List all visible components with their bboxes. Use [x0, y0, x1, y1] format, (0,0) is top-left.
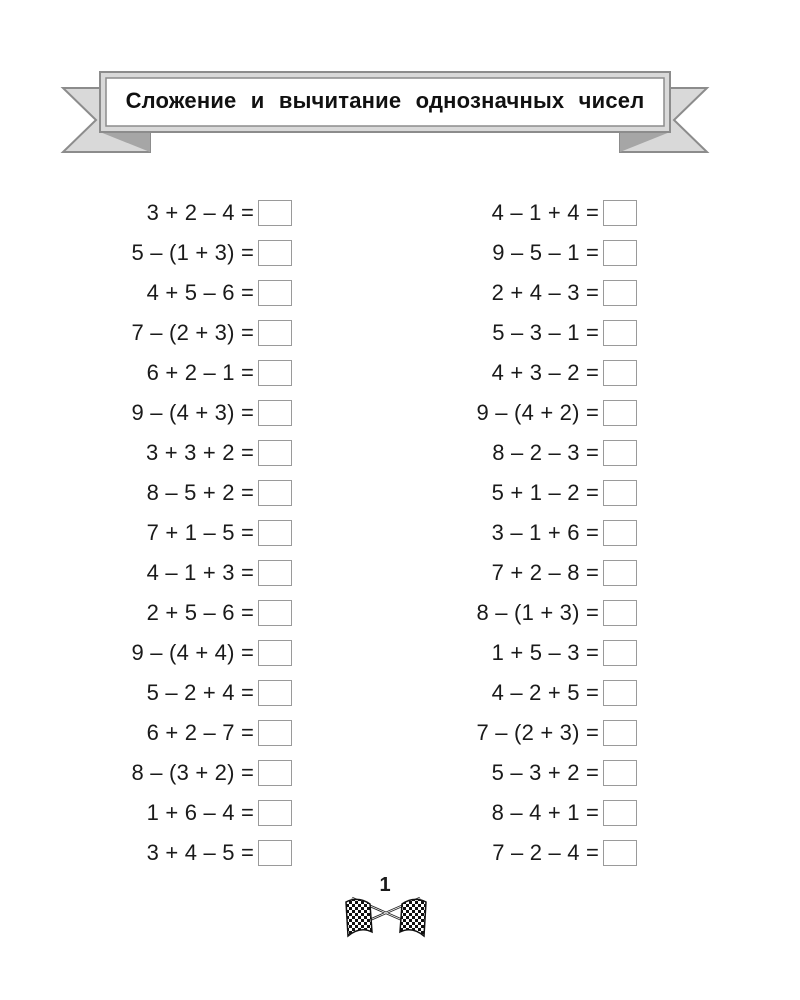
exercise-expression: 6 + 2 – 1 = — [146, 360, 254, 385]
exercise-expression: 8 – 4 + 1 = — [491, 800, 599, 825]
answer-box[interactable] — [258, 760, 292, 786]
answer-box[interactable] — [603, 800, 637, 826]
exercise-expression: 4 + 5 – 6 = — [146, 280, 254, 305]
answer-box[interactable] — [603, 440, 637, 466]
answer-box[interactable] — [258, 560, 292, 586]
answer-box[interactable] — [258, 200, 292, 226]
exercise-row — [60, 433, 292, 473]
answer-box[interactable] — [258, 480, 292, 506]
exercise-expression: 5 – (1 + 3) = — [131, 240, 254, 265]
exercise-expression: 3 + 3 + 2 = — [145, 440, 254, 465]
exercise-expression: 7 – (2 + 3) = — [476, 720, 599, 745]
exercise-row — [60, 553, 292, 593]
answer-box[interactable] — [258, 600, 292, 626]
answer-box[interactable] — [258, 520, 292, 546]
exercise-row — [60, 833, 292, 873]
exercise-row — [60, 313, 292, 353]
exercise-expression: 3 + 2 – 4 = — [146, 200, 254, 225]
exercise-row — [60, 353, 292, 393]
exercise-expression: 5 – 3 + 2 = — [491, 760, 599, 785]
exercise-expression: 4 – 1 + 3 = — [146, 560, 254, 585]
answer-box[interactable] — [603, 520, 637, 546]
answer-box[interactable] — [258, 240, 292, 266]
page-number: 1 — [379, 874, 391, 896]
exercise-expression: 3 + 4 – 5 = — [146, 840, 254, 865]
exercise-row — [405, 433, 637, 473]
exercise-expression: 8 – 2 – 3 = — [492, 440, 599, 465]
exercise-row — [405, 273, 637, 313]
exercise-row — [405, 713, 637, 753]
answer-box[interactable] — [258, 280, 292, 306]
exercise-row — [60, 753, 292, 793]
exercise-expression: 7 + 2 – 8 = — [491, 560, 599, 585]
exercise-expression: 4 – 2 + 5 = — [491, 680, 599, 705]
answer-box[interactable] — [603, 280, 637, 306]
exercise-expression: 7 – (2 + 3) = — [131, 320, 254, 345]
exercise-expression: 6 + 2 – 7 = — [146, 720, 254, 745]
exercise-row — [405, 553, 637, 593]
exercise-row — [405, 313, 637, 353]
exercise-expression: 8 – 5 + 2 = — [146, 480, 254, 505]
exercise-row — [405, 393, 637, 433]
answer-box[interactable] — [258, 360, 292, 386]
exercise-expression: 4 – 1 + 4 = — [491, 200, 599, 225]
answer-box[interactable] — [603, 640, 637, 666]
exercise-row — [405, 793, 637, 833]
answer-box[interactable] — [603, 360, 637, 386]
exercise-row — [405, 193, 637, 233]
exercise-expression: 9 – (4 + 4) = — [131, 640, 254, 665]
exercise-expression: 4 + 3 – 2 = — [491, 360, 599, 385]
exercise-row — [60, 473, 292, 513]
exercise-row — [60, 393, 292, 433]
answer-box[interactable] — [603, 840, 637, 866]
exercise-row — [60, 513, 292, 553]
answer-box[interactable] — [603, 760, 637, 786]
exercise-expression: 9 – 5 – 1 = — [492, 240, 599, 265]
answer-box[interactable] — [603, 720, 637, 746]
exercise-expression: 1 + 5 – 3 = — [491, 640, 599, 665]
exercise-row — [405, 233, 637, 273]
answer-box[interactable] — [603, 600, 637, 626]
right-exercise-column — [405, 193, 637, 873]
exercise-row — [405, 673, 637, 713]
exercise-expression: 2 + 5 – 6 = — [146, 600, 254, 625]
left-exercise-column — [60, 193, 292, 873]
exercise-row — [405, 353, 637, 393]
exercise-row — [405, 593, 637, 633]
exercise-row — [60, 193, 292, 233]
exercise-row — [405, 833, 637, 873]
exercise-expression: 8 – (3 + 2) = — [131, 760, 254, 785]
answer-box[interactable] — [258, 840, 292, 866]
answer-box[interactable] — [258, 640, 292, 666]
exercise-expression: 9 – (4 + 2) = — [476, 400, 599, 425]
answer-box[interactable] — [258, 680, 292, 706]
exercise-row — [60, 633, 292, 673]
exercise-row — [405, 753, 637, 793]
exercise-expression: 7 + 1 – 5 = — [146, 520, 254, 545]
answer-box[interactable] — [603, 240, 637, 266]
answer-box[interactable] — [603, 320, 637, 346]
exercise-row — [60, 713, 292, 753]
answer-box[interactable] — [258, 400, 292, 426]
answer-box[interactable] — [603, 480, 637, 506]
exercise-row — [60, 233, 292, 273]
exercise-expression: 9 – (4 + 3) = — [131, 400, 254, 425]
answer-box[interactable] — [258, 440, 292, 466]
exercise-row — [60, 673, 292, 713]
exercise-row — [60, 793, 292, 833]
checkered-flags-icon — [340, 892, 432, 944]
exercise-row — [60, 593, 292, 633]
exercise-row — [405, 513, 637, 553]
answer-box[interactable] — [258, 800, 292, 826]
answer-box[interactable] — [258, 720, 292, 746]
exercise-expression: 7 – 2 – 4 = — [492, 840, 599, 865]
answer-box[interactable] — [603, 400, 637, 426]
page-title: Сложение и вычитание однозначных чисел — [125, 88, 645, 113]
exercise-expression: 2 + 4 – 3 = — [491, 280, 599, 305]
exercise-expression: 5 + 1 – 2 = — [491, 480, 599, 505]
exercise-expression: 8 – (1 + 3) = — [476, 600, 599, 625]
exercise-expression: 5 – 2 + 4 = — [146, 680, 254, 705]
answer-box[interactable] — [603, 680, 637, 706]
exercise-row — [60, 273, 292, 313]
exercise-expression: 1 + 6 – 4 = — [146, 800, 254, 825]
answer-box[interactable] — [603, 560, 637, 586]
answer-box[interactable] — [603, 200, 637, 226]
exercise-row — [405, 473, 637, 513]
answer-box[interactable] — [258, 320, 292, 346]
exercise-row — [405, 633, 637, 673]
exercise-expression: 5 – 3 – 1 = — [492, 320, 599, 345]
exercise-expression: 3 – 1 + 6 = — [491, 520, 599, 545]
